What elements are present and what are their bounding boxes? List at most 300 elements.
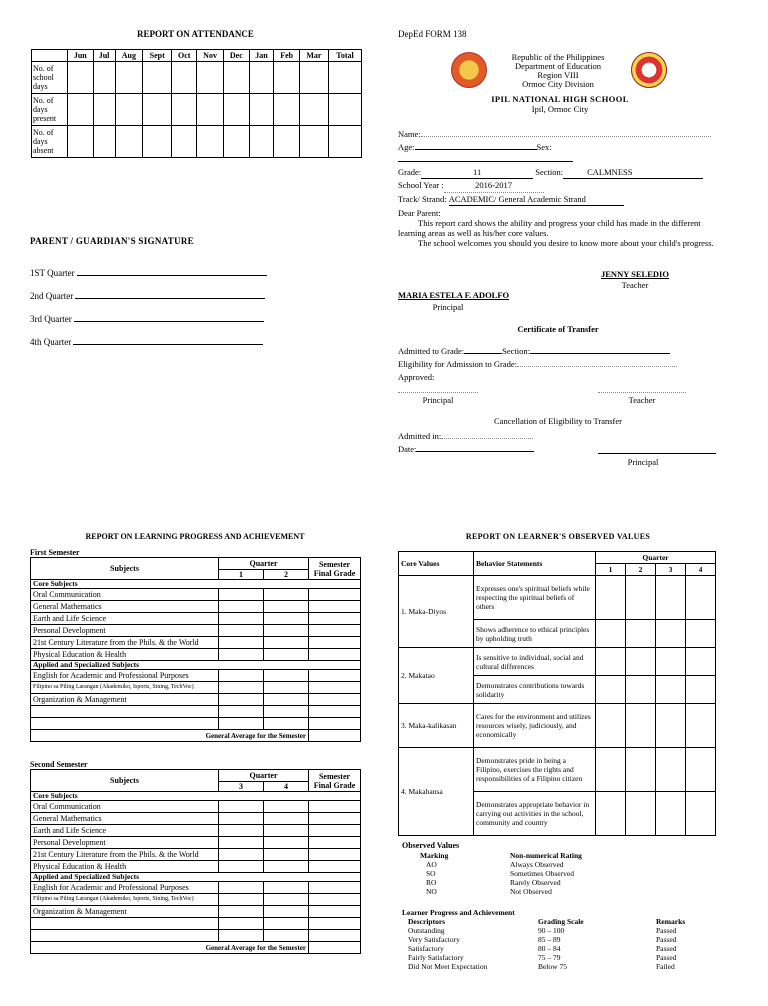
grade-cell[interactable] <box>264 682 309 694</box>
grade-cell[interactable] <box>219 849 264 861</box>
value-rating-cell[interactable] <box>626 648 656 676</box>
signature-q3: 3rd Quarter <box>30 314 264 324</box>
principal-name: MARIA ESTELA F. ADOLFO <box>398 290 510 300</box>
attendance-cell[interactable] <box>68 94 94 126</box>
core-value-label: 4. Makabansa <box>399 748 474 836</box>
grade-cell[interactable] <box>309 601 361 613</box>
grade-cell[interactable] <box>309 894 361 906</box>
quarter-number: 4 <box>264 782 309 792</box>
descriptor: Fairly Satisfactory <box>408 953 464 962</box>
attendance-cell[interactable] <box>93 62 115 94</box>
core-subjects-label: Core Subjects <box>31 792 361 801</box>
attendance-cell[interactable] <box>143 62 172 94</box>
table-row <box>31 930 361 942</box>
value-rating-cell[interactable] <box>656 620 686 648</box>
table-row <box>31 649 361 661</box>
grading-scale: Below 75 <box>538 962 567 971</box>
attendance-cell[interactable] <box>224 94 250 126</box>
attendance-cell[interactable] <box>249 94 274 126</box>
value-rating-cell[interactable] <box>596 748 626 792</box>
marking-rating: Rarely Observed <box>510 878 561 887</box>
value-rating-cell[interactable] <box>596 576 626 620</box>
remark: Passed <box>656 944 677 953</box>
grade-cell[interactable] <box>219 601 264 613</box>
observed-row <box>402 878 582 887</box>
attendance-cell[interactable] <box>93 94 115 126</box>
behavior-statement: Demonstrates contributions towards solidarity <box>474 676 596 704</box>
second-semester-label: Second Semester <box>30 760 88 769</box>
month-header: Mar <box>299 50 328 62</box>
school-address: Ipil, Ormoc City <box>531 104 589 114</box>
value-rating-cell[interactable] <box>686 648 716 676</box>
final-grade-header: Semester Final Grade <box>309 770 361 792</box>
table-row <box>31 694 361 706</box>
grade-cell[interactable] <box>219 801 264 813</box>
grade-cell[interactable] <box>264 813 309 825</box>
progress-row <box>402 953 685 962</box>
grade-cell[interactable] <box>219 837 264 849</box>
table-row <box>31 825 361 837</box>
attendance-cell[interactable] <box>224 62 250 94</box>
grade-cell[interactable] <box>219 589 264 601</box>
value-rating-cell[interactable] <box>626 748 656 792</box>
table-row <box>31 670 361 682</box>
value-rating-cell[interactable] <box>656 792 686 836</box>
grade-cell[interactable] <box>219 706 264 718</box>
subject-label: Organization & Management <box>31 906 219 918</box>
grade-cell[interactable] <box>219 694 264 706</box>
marking-code: RO <box>426 878 437 887</box>
letter-paragraph-1: This report card shows the ability and progress your child has made in the different learning areas as well as his/her core values. <box>398 218 701 238</box>
region-text: Region VIII <box>537 70 579 80</box>
subject-label: General Mathematics <box>31 601 219 613</box>
values-quarter-number: 3 <box>656 564 686 576</box>
value-rating-cell[interactable] <box>656 676 686 704</box>
grade-cell[interactable] <box>219 882 264 894</box>
subject-label: Filipino sa Piling Larangan (Akademiko, Isports, Sining, TechVoc) <box>31 894 219 906</box>
grade-cell[interactable] <box>264 849 309 861</box>
grading-scale: 90 – 100 <box>538 926 565 935</box>
quarter-header: Quarter <box>219 770 309 782</box>
grade-cell[interactable] <box>309 625 361 637</box>
subject-label <box>31 930 219 942</box>
grade-cell[interactable] <box>264 825 309 837</box>
grade-cell[interactable] <box>309 706 361 718</box>
month-header: Jul <box>93 50 115 62</box>
descriptor: Did Not Meet Expectation <box>408 962 488 971</box>
subject-label: 21st Century Literature from the Phils. & the World <box>31 637 219 649</box>
grade-cell[interactable] <box>219 718 264 730</box>
attendance-cell[interactable] <box>172 126 197 158</box>
descriptor: Outstanding <box>408 926 445 935</box>
table-row <box>31 906 361 918</box>
grade-cell[interactable] <box>219 649 264 661</box>
month-header: Feb <box>274 50 300 62</box>
attendance-cell[interactable] <box>115 62 143 94</box>
grade-cell[interactable] <box>264 718 309 730</box>
progress-row <box>402 935 685 944</box>
value-rating-cell[interactable] <box>686 704 716 748</box>
grade-cell[interactable] <box>219 670 264 682</box>
attendance-cell[interactable] <box>143 126 172 158</box>
grading-scale: 80 – 84 <box>538 944 561 953</box>
signature-q4: 4th Quarter <box>30 337 263 347</box>
behavior-statement: Demonstrates pride in being a Filipino, exercises the rights and responsibilities of a Filipino citizen <box>474 748 596 792</box>
attendance-cell[interactable] <box>115 126 143 158</box>
grade-cell[interactable] <box>219 894 264 906</box>
remarks-header: Remarks <box>656 917 686 926</box>
attendance-cell[interactable] <box>224 126 250 158</box>
table-row <box>31 882 361 894</box>
remark: Passed <box>656 953 677 962</box>
descriptors-header: Descriptors <box>408 917 446 926</box>
progress-row <box>402 944 685 953</box>
subject-label: English for Academic and Professional Purposes <box>31 670 219 682</box>
grade-cell[interactable] <box>219 813 264 825</box>
progress-table <box>402 917 685 971</box>
transfer-title: Certificate of Transfer <box>517 324 599 334</box>
value-rating-cell[interactable] <box>686 792 716 836</box>
attendance-cell[interactable] <box>249 126 274 158</box>
transfer-teacher-label: Teacher <box>628 395 656 405</box>
attendance-row <box>32 94 362 126</box>
month-header: Aug <box>115 50 143 62</box>
progress-title: Learner Progress and Achievement <box>402 908 515 917</box>
grade-cell[interactable] <box>309 930 361 942</box>
marking-code: SO <box>426 869 436 878</box>
teacher-name: JENNY SELEDIO <box>601 269 669 279</box>
marking-code: AO <box>426 860 437 869</box>
attendance-row-label: No. of days absent <box>32 126 68 158</box>
applied-subjects-label: Applied and Specialized Subjects <box>31 873 361 882</box>
grade-cell[interactable] <box>309 882 361 894</box>
attendance-cell[interactable] <box>197 126 224 158</box>
signature-q2: 2nd Quarter <box>30 291 265 301</box>
values-title: REPORT ON LEARNER'S OBSERVED VALUES <box>465 532 651 541</box>
values-quarter-number: 4 <box>686 564 716 576</box>
grade-cell[interactable] <box>309 613 361 625</box>
table-row <box>31 637 361 649</box>
subjects-header: Subjects <box>31 558 219 580</box>
grade-cell[interactable] <box>309 837 361 849</box>
table-row <box>31 801 361 813</box>
grade-cell[interactable] <box>309 825 361 837</box>
final-grade-header: Semester Final Grade <box>309 558 361 580</box>
remark: Passed <box>656 926 677 935</box>
general-average-label: General Average for the Semester <box>31 942 309 954</box>
value-rating-cell[interactable] <box>596 620 626 648</box>
grade-cell[interactable] <box>219 637 264 649</box>
month-header: Total <box>328 50 361 62</box>
values-quarter-header: Quarter <box>596 552 716 564</box>
table-row <box>31 625 361 637</box>
grade-cell[interactable] <box>309 589 361 601</box>
rating-header: Non-numerical Rating <box>510 851 582 860</box>
observed-values-table <box>398 551 716 836</box>
division-text: Ormoc City Division <box>522 79 594 89</box>
grade-cell[interactable] <box>309 637 361 649</box>
signature-title: PARENT / GUARDIAN'S SIGNATURE <box>30 236 194 246</box>
value-rating-cell[interactable] <box>626 792 656 836</box>
grade-cell[interactable] <box>309 861 361 873</box>
grade-cell[interactable] <box>264 589 309 601</box>
value-rating-cell[interactable] <box>656 576 686 620</box>
subject-label: Earth and Life Science <box>31 825 219 837</box>
grade-cell[interactable] <box>264 837 309 849</box>
age-sex-row: Age: Sex: <box>398 141 718 166</box>
track-row: Track/ Strand: ACADEMIC/ General Academic Strand <box>398 193 718 207</box>
grade-cell[interactable] <box>309 649 361 661</box>
value-rating-cell[interactable] <box>656 648 686 676</box>
grade-cell[interactable] <box>309 682 361 694</box>
behavior-statement: Cares for the environment and utilizes resources wisely, judiciously, and economically <box>474 704 596 748</box>
observed-table <box>402 851 582 896</box>
subject-label: Organization & Management <box>31 694 219 706</box>
month-header: Dec <box>224 50 250 62</box>
month-header: Nov <box>197 50 224 62</box>
core-values-header: Core Values <box>399 552 474 576</box>
grade-cell[interactable] <box>219 613 264 625</box>
learning-title: REPORT ON LEARNING PROGRESS AND ACHIEVEMENT <box>85 532 305 541</box>
grading-scale: 85 – 89 <box>538 935 561 944</box>
value-rating-cell[interactable] <box>626 704 656 748</box>
attendance-cell[interactable] <box>274 94 300 126</box>
core-value-label: 3. Maka-kalikasan <box>399 704 474 748</box>
value-rating-cell[interactable] <box>656 748 686 792</box>
grade-cell[interactable] <box>309 906 361 918</box>
subject-label: General Mathematics <box>31 813 219 825</box>
attendance-cell[interactable] <box>197 94 224 126</box>
value-rating-cell[interactable] <box>596 704 626 748</box>
subjects-header: Subjects <box>31 770 219 792</box>
grading-scale: 75 – 79 <box>538 953 561 962</box>
table-row <box>31 813 361 825</box>
general-average-cell[interactable] <box>309 942 361 954</box>
table-row <box>31 682 361 694</box>
descriptor: Satisfactory <box>408 944 444 953</box>
core-subjects-label: Core Subjects <box>31 580 361 589</box>
grade-cell[interactable] <box>264 930 309 942</box>
grading-scale-header: Grading Scale <box>538 917 584 926</box>
table-row <box>31 718 361 730</box>
marking-rating: Not Observed <box>510 887 552 896</box>
table-row <box>31 601 361 613</box>
attendance-title: REPORT ON ATTENDANCE <box>137 29 254 39</box>
grade-cell[interactable] <box>309 670 361 682</box>
grade-cell[interactable] <box>309 694 361 706</box>
school-seal-icon <box>451 52 487 88</box>
subject-label: Earth and Life Science <box>31 613 219 625</box>
grade-cell[interactable] <box>219 906 264 918</box>
observed-row <box>402 887 582 896</box>
cancellation-fields: Admitted in: Date: <box>398 430 534 456</box>
grade-cell[interactable] <box>264 625 309 637</box>
table-row <box>399 648 716 676</box>
division-seal-icon <box>631 52 667 88</box>
grade-cell[interactable] <box>219 918 264 930</box>
grade-cell[interactable] <box>309 918 361 930</box>
behavior-header: Behavior Statements <box>474 552 596 576</box>
subject-label: Physical Education & Health <box>31 649 219 661</box>
value-rating-cell[interactable] <box>626 576 656 620</box>
grade-cell[interactable] <box>309 718 361 730</box>
grade-cell[interactable] <box>219 861 264 873</box>
descriptor: Very Satisfactory <box>408 935 460 944</box>
cancellation-title: Cancellation of Eligibility to Transfer <box>494 416 622 426</box>
progress-row <box>402 962 685 971</box>
name-row: Name: <box>398 128 718 141</box>
behavior-statement: Is sensitive to individual, social and cultural differences <box>474 648 596 676</box>
grade-cell[interactable] <box>264 613 309 625</box>
attendance-cell[interactable] <box>274 126 300 158</box>
subject-label <box>31 706 219 718</box>
attendance-table <box>31 49 362 158</box>
grade-cell[interactable] <box>264 918 309 930</box>
attendance-cell[interactable] <box>115 94 143 126</box>
attendance-cell[interactable] <box>68 62 94 94</box>
form-code: DepEd FORM 138 <box>398 29 467 39</box>
quarter-header: Quarter <box>219 558 309 570</box>
attendance-cell[interactable] <box>143 94 172 126</box>
value-rating-cell[interactable] <box>626 676 656 704</box>
attendance-row-label: No. of days present <box>32 94 68 126</box>
attendance-cell[interactable] <box>328 126 361 158</box>
transfer-principal-label: Principal <box>422 395 454 405</box>
attendance-cell[interactable] <box>328 62 361 94</box>
observed-row <box>402 860 582 869</box>
observed-row <box>402 869 582 878</box>
grade-cell[interactable] <box>264 601 309 613</box>
grade-cell[interactable] <box>264 801 309 813</box>
remark: Failed <box>656 962 675 971</box>
grade-cell[interactable] <box>264 894 309 906</box>
marking-rating: Sometimes Observed <box>510 869 574 878</box>
table-row <box>399 576 716 620</box>
value-rating-cell[interactable] <box>656 704 686 748</box>
teacher-label: Teacher <box>621 280 649 290</box>
subject-label: Filipino sa Piling Larangan (Akademiko, Isports, Sining, TechVoc) <box>31 682 219 694</box>
attendance-cell[interactable] <box>299 126 328 158</box>
subject-label: Oral Communication <box>31 589 219 601</box>
grade-cell[interactable] <box>219 930 264 942</box>
school-header <box>493 53 623 89</box>
attendance-cell[interactable] <box>299 94 328 126</box>
student-info <box>398 128 718 206</box>
remark: Passed <box>656 935 677 944</box>
value-rating-cell[interactable] <box>596 676 626 704</box>
letter-greeting: Dear Parent: <box>398 208 441 218</box>
behavior-statement: Demonstrates appropriate behavior in carrying out activities in the school, community and country <box>474 792 596 836</box>
grade-cell[interactable] <box>219 825 264 837</box>
attendance-cell[interactable] <box>68 126 94 158</box>
grade-cell[interactable] <box>219 625 264 637</box>
table-row <box>31 918 361 930</box>
grade-section-row: Grade: 11 Section: CALMNESS <box>398 166 718 180</box>
grade-cell[interactable] <box>264 706 309 718</box>
value-rating-cell[interactable] <box>596 648 626 676</box>
value-rating-cell[interactable] <box>686 748 716 792</box>
attendance-cell[interactable] <box>93 126 115 158</box>
subject-label <box>31 918 219 930</box>
parent-letter <box>398 208 718 248</box>
table-row <box>31 589 361 601</box>
value-rating-cell[interactable] <box>686 620 716 648</box>
grade-cell[interactable] <box>264 670 309 682</box>
subject-label: Oral Communication <box>31 801 219 813</box>
month-header: Jan <box>249 50 274 62</box>
grade-cell[interactable] <box>264 882 309 894</box>
grade-cell[interactable] <box>264 861 309 873</box>
subject-label: Physical Education & Health <box>31 861 219 873</box>
grade-cell[interactable] <box>309 813 361 825</box>
grade-cell[interactable] <box>219 682 264 694</box>
transfer-fields: Admitted to Grade: Section: Eligibility for Admission to Grade: Approved: <box>398 345 718 384</box>
month-header: Jun <box>68 50 94 62</box>
applied-subjects-label: Applied and Specialized Subjects <box>31 661 361 670</box>
core-value-label: 2. Makatao <box>399 648 474 704</box>
value-rating-cell[interactable] <box>686 676 716 704</box>
progress-row <box>402 926 685 935</box>
subject-label: Personal Development <box>31 837 219 849</box>
general-average-label: General Average for the Semester <box>31 730 309 742</box>
grade-cell[interactable] <box>264 906 309 918</box>
attendance-cell[interactable] <box>172 62 197 94</box>
value-rating-cell[interactable] <box>596 792 626 836</box>
quarter-number: 2 <box>264 570 309 580</box>
school-name: IPIL NATIONAL HIGH SCHOOL <box>491 94 629 104</box>
attendance-cell[interactable] <box>328 94 361 126</box>
table-row <box>31 706 361 718</box>
table-row <box>399 748 716 792</box>
attendance-cell[interactable] <box>172 94 197 126</box>
first-semester-label: First Semester <box>30 548 80 557</box>
table-row <box>31 837 361 849</box>
attendance-cell[interactable] <box>299 62 328 94</box>
subject-label: Personal Development <box>31 625 219 637</box>
subject-label: English for Academic and Professional Purposes <box>31 882 219 894</box>
learning-progress-table <box>30 557 361 742</box>
grade-cell[interactable] <box>309 849 361 861</box>
quarter-number: 3 <box>219 782 264 792</box>
signature-q1: 1ST Quarter <box>30 268 267 278</box>
principal-label: Principal <box>432 302 464 312</box>
values-quarter-number: 1 <box>596 564 626 576</box>
value-rating-cell[interactable] <box>686 576 716 620</box>
month-header: Oct <box>172 50 197 62</box>
grade-cell[interactable] <box>264 694 309 706</box>
table-row <box>399 704 716 748</box>
grade-cell[interactable] <box>264 649 309 661</box>
attendance-row-label: No. of school days <box>32 62 68 94</box>
quarter-number: 1 <box>219 570 264 580</box>
general-average-cell[interactable] <box>309 730 361 742</box>
attendance-cell[interactable] <box>197 62 224 94</box>
marking-rating: Always Observed <box>510 860 564 869</box>
marking-header: Marking <box>420 851 449 860</box>
value-rating-cell[interactable] <box>626 620 656 648</box>
cancellation-principal-label: Principal <box>627 457 659 467</box>
table-row <box>31 894 361 906</box>
behavior-statement: Expresses one's spiritual beliefs while respecting the spiritual beliefs of others <box>474 576 596 620</box>
department-text: Department of Education <box>515 61 601 71</box>
learning-progress-table <box>30 769 361 954</box>
grade-cell[interactable] <box>309 801 361 813</box>
behavior-statement: Shows adherence to ethical principles by upholding truth <box>474 620 596 648</box>
attendance-cell[interactable] <box>274 62 300 94</box>
grade-cell[interactable] <box>264 637 309 649</box>
table-row <box>31 849 361 861</box>
attendance-cell[interactable] <box>249 62 274 94</box>
